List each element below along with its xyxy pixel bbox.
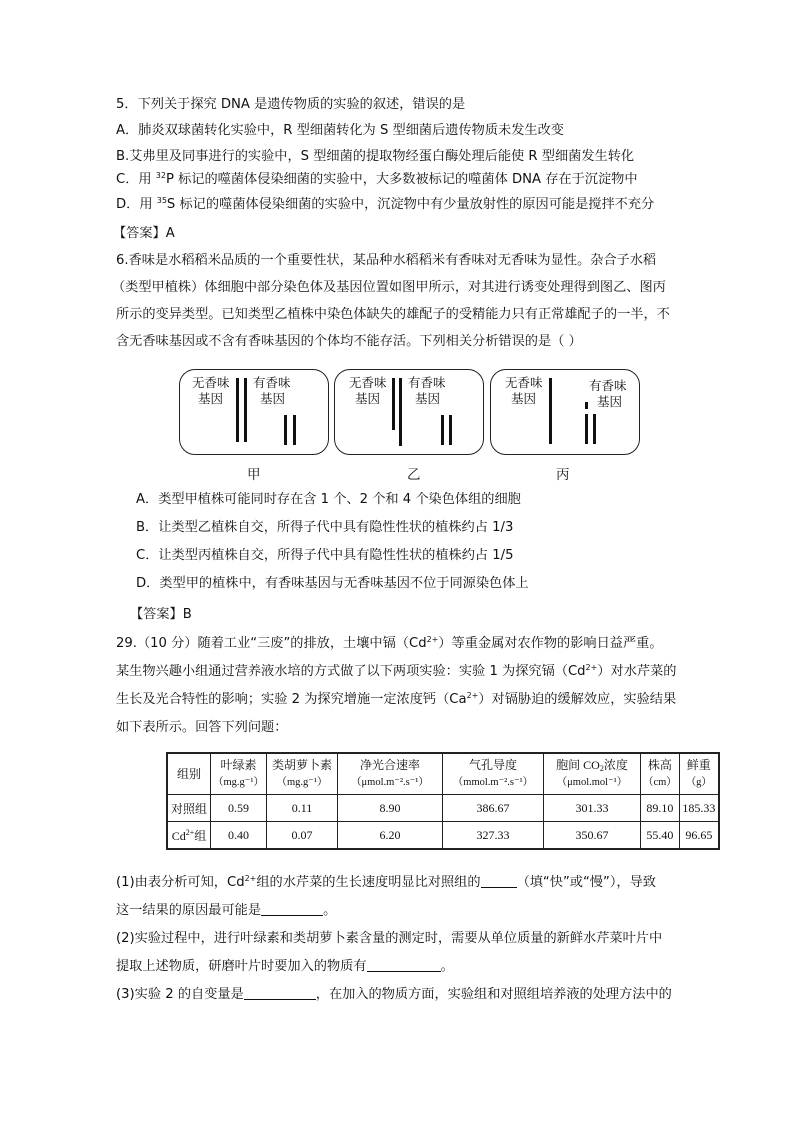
q5-option-d-post: S 标记的噬菌体侵染细菌的实验中，沉淀物中有少量放射性的原因可能是搅拌不充分 — [166, 197, 655, 212]
chromosome — [441, 415, 444, 445]
q5-option-c-pre: C．用 — [116, 172, 156, 187]
table-cell: 8.90 — [337, 795, 442, 822]
table-cell-group-cd: $Cd^{2+}$组 — [167, 822, 211, 850]
q29-stem-line-4: 如下表所示。回答下列问题： — [116, 720, 288, 735]
table-cell: 327.33 — [442, 822, 543, 850]
chromosome — [399, 378, 402, 446]
q5-option-c-sup: 32 — [155, 171, 166, 180]
chromosome — [449, 415, 452, 445]
q5-option-d — [116, 195, 654, 215]
table-cell: 0.59 — [211, 795, 267, 822]
label-gene: 基因 — [597, 394, 623, 409]
q6-stem-line-2: （类型甲植株）体细胞中部分染色体及基因位置如图甲所示，对其进行诱变处理得到图乙、图丙 — [112, 280, 666, 295]
chromosome-diagram-yi — [334, 369, 484, 455]
q29-sub2-line2-post: 。 — [440, 959, 454, 974]
table-cell: 89.10 — [640, 795, 679, 822]
chromosome — [284, 415, 287, 445]
q29-line3-sup: 2+ — [466, 691, 479, 700]
q29-line2-sup: 2+ — [585, 663, 598, 672]
table-row-cd — [167, 822, 719, 850]
table-cell: 386.67 — [442, 795, 543, 822]
col-header-carotenoid: 类胡萝卜素 （mg.g⁻¹） — [266, 753, 337, 795]
q6-answer: 【答案】B — [130, 607, 192, 622]
q29-stem-line-1 — [116, 634, 663, 654]
chromosome-diagram-jia — [179, 369, 329, 455]
table-cell: 185.33 — [679, 795, 719, 822]
panel-label-yi: 乙 — [407, 467, 421, 483]
table-cell: 301.33 — [543, 795, 640, 822]
q29-sub3-post: ，在加入的物质方面，实验组和对照组培养液的处理方法中的 — [315, 987, 672, 1002]
q29-line2-pre: 某生物兴趣小组通过营养液水培的方式做了以下两项实验：实验 1 为探究镉（Cd — [116, 664, 586, 679]
q29-sub1-line2-post: 。 — [323, 903, 337, 918]
q29-sub2-line-2 — [116, 957, 454, 977]
q29-sub2-line-1: (2)实验过程中，进行叶绿素和类胡萝卜素含量的测定时，需要从单位质量的新鲜水芹菜叶片中 — [116, 931, 663, 946]
q5-option-d-pre: D．用 — [116, 197, 157, 212]
label-no-fragrance: 无香味 — [505, 375, 543, 390]
col-header-group: 组别 — [167, 753, 211, 795]
chromosome-translocated-segment — [585, 402, 588, 409]
q29-stem-line-3 — [116, 690, 676, 710]
q6-option-b: B．让类型乙植株自交，所得子代中具有隐性性状的植株约占 1/3 — [136, 520, 514, 535]
label-gene: 基因 — [198, 391, 224, 406]
col-header-intercellular-co2: 胞间 $CO_2$浓度 （μmol.mol⁻¹） — [543, 753, 640, 795]
q29-line1-pre: 29.（10 分）随着工业“三废”的排放，土壤中镉（Cd — [116, 636, 427, 651]
q29-line1-post: ）等重金属对农作物的影响日益严重。 — [438, 636, 663, 651]
chromosome — [293, 415, 296, 445]
label-gene: 基因 — [511, 391, 537, 406]
q6-option-a: A．类型甲植株可能同时存在含 1 个、2 个和 4 个染色体组的细胞 — [136, 492, 521, 507]
q6-stem-line-4: 含无香味基因或不含有香味基因的个体均不能存活。下列相关分析错误的是（ ） — [116, 334, 582, 349]
chromosome — [593, 414, 596, 444]
table-cell: 55.40 — [640, 822, 679, 850]
panel-label-bing: 丙 — [556, 467, 570, 483]
col-header-stomatal-conductance: 气孔导度 （mmol.m⁻².s⁻¹） — [442, 753, 543, 795]
table-cell: 0.40 — [211, 822, 267, 850]
q5-option-c — [116, 170, 638, 190]
chromosome — [244, 378, 247, 442]
table-cell: 350.67 — [543, 822, 640, 850]
chromosome — [236, 378, 239, 442]
label-no-fragrance: 无香味 — [192, 375, 230, 390]
table-header-row — [167, 753, 719, 795]
label-gene: 基因 — [355, 391, 381, 406]
q29-sub1-sup: 2+ — [244, 874, 257, 883]
q6-option-c: C．让类型丙植株自交，所得子代中具有隐性性状的植株约占 1/5 — [136, 548, 514, 563]
q6-stem-line-3: 所示的变异类型。已知类型乙植株中染色体缺失的雄配子的受精能力只有正常雄配子的一半，不 — [116, 307, 670, 322]
answer-blank[interactable] — [261, 901, 323, 916]
q5-option-d-sup: 35 — [156, 196, 167, 205]
answer-blank[interactable] — [244, 985, 316, 1000]
col-header-chlorophyll: 叶绿素 （mg.g⁻¹） — [211, 753, 267, 795]
q29-sub1-pre: (1)由表分析可知，Cd — [116, 875, 245, 890]
q29-line3-post: ）对镉胁迫的缓解效应，实验结果 — [478, 692, 677, 707]
q5-answer: 【答案】A — [113, 226, 175, 241]
col-header-plant-height: 株高 （cm） — [640, 753, 679, 795]
panel-label-jia: 甲 — [247, 467, 261, 483]
table-row-control — [167, 795, 719, 822]
q29-sub1-line2-pre: 这一结果的原因最可能是 — [116, 903, 262, 918]
q29-line3-pre: 生长及光合特性的影响；实验 2 为探究增施一定浓度钙（Ca — [116, 692, 467, 707]
label-fragrance: 有香味 — [408, 375, 446, 390]
chromosome-shortened — [392, 378, 395, 430]
table-cell: 0.11 — [266, 795, 337, 822]
chromosome — [549, 378, 552, 444]
label-fragrance: 有香味 — [253, 375, 291, 390]
chromosome — [585, 414, 588, 444]
q29-sub1-line-2 — [116, 901, 336, 921]
label-no-fragrance: 无香味 — [349, 375, 387, 390]
q6-stem-line-1: 6.香味是水稻稻米品质的一个重要性状，某品种水稻稻米有香味对无香味为显性。杂合子水稻 — [116, 253, 657, 268]
answer-blank[interactable] — [367, 957, 441, 972]
q29-sub3-pre: (3)实验 2 的自变量是 — [116, 987, 244, 1002]
q29-line2-post: ）对水芹菜的 — [597, 664, 677, 679]
q29-line1-sup: 2+ — [426, 635, 439, 644]
q5-option-b: B.艾弗里及同事进行的实验中，S 型细菌的提取物经蛋白酶处理后能使 R 型细菌发生转化 — [116, 149, 635, 164]
col-header-fresh-weight: 鲜重 （g） — [679, 753, 719, 795]
label-fragrance: 有香味 — [589, 378, 627, 393]
q5-option-a: A．肺炎双球菌转化实验中，R 型细菌转化为 S 型细菌后遗传物质未发生改变 — [116, 123, 564, 138]
q29-sub1-mid: 组的水芹菜的生长速度明显比对照组的 — [256, 875, 481, 890]
label-gene: 基因 — [260, 391, 286, 406]
q29-sub1-line-1 — [116, 873, 656, 893]
q29-sub3-line-1 — [116, 985, 672, 1005]
table-cell: 对照组 — [167, 795, 211, 822]
label-gene: 基因 — [415, 391, 441, 406]
q29-stem-line-2 — [116, 662, 676, 682]
experiment-results-table — [166, 752, 720, 850]
q6-option-d: D．类型甲的植株中，有香味基因与无香味基因不位于同源染色体上 — [136, 576, 529, 591]
answer-blank[interactable] — [481, 873, 517, 888]
col-header-net-photosynthesis: 净光合速率 （μmol.m⁻².s⁻¹） — [337, 753, 442, 795]
table-cell: 0.07 — [266, 822, 337, 850]
q5-stem: 5．下列关于探究 DNA 是遗传物质的实验的叙述，错误的是 — [116, 97, 466, 112]
q29-sub1-post: （填“快”或“慢”），导致 — [516, 875, 656, 890]
q5-option-c-post: P 标记的噬菌体侵染细菌的实验中，大多数被标记的噬菌体 DNA 存在于沉淀物中 — [165, 172, 638, 187]
q29-sub2-line2-pre: 提取上述物质，研磨叶片时要加入的物质有 — [116, 959, 367, 974]
chromosome-diagram-bing — [490, 369, 640, 455]
table-cell: 96.65 — [679, 822, 719, 850]
table-cell: 6.20 — [337, 822, 442, 850]
